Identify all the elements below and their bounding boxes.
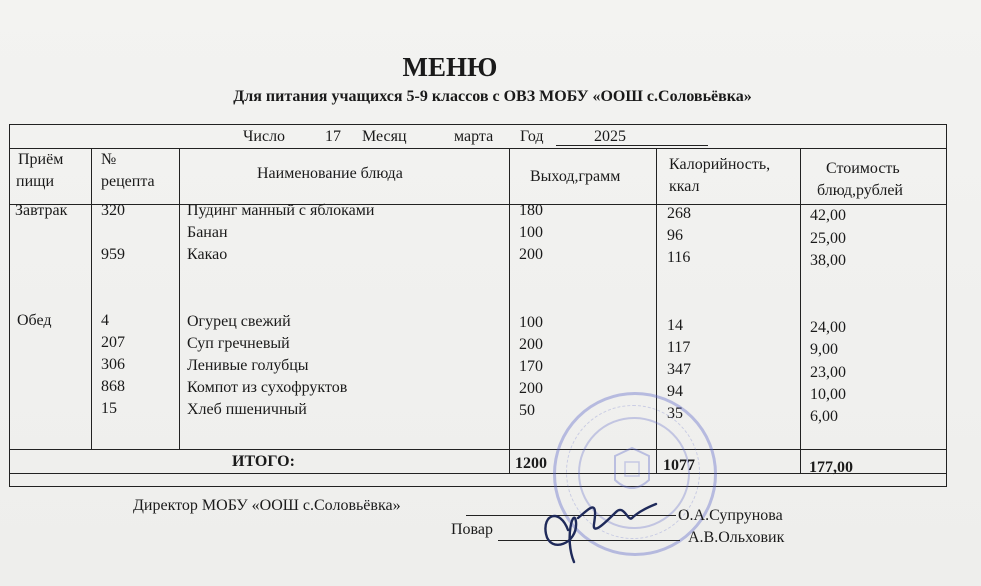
cook-name: А.В.Ольховик	[688, 529, 785, 546]
calories-cell: 268	[667, 205, 691, 222]
weight-cell: 100	[519, 224, 543, 241]
date-month-label: Месяц	[362, 128, 407, 145]
header-cal-1: Калорийность,	[669, 156, 771, 173]
header-cost-2: блюд,рублей	[817, 182, 903, 199]
date-day: 17	[325, 128, 341, 145]
date-row-divider	[9, 148, 946, 149]
header-recipe-1: №	[101, 151, 117, 168]
col-divider-cal	[800, 148, 801, 474]
cost-cell: 10,00	[810, 386, 846, 403]
date-year-label: Год	[520, 128, 544, 145]
page-title: МЕНЮ	[402, 52, 498, 82]
dish-cell: Хлеб пшеничный	[187, 401, 307, 418]
recipe-cell: 306	[101, 356, 125, 373]
calories-cell: 94	[667, 383, 683, 400]
col-divider-meal	[91, 148, 92, 449]
calories-cell: 14	[667, 317, 683, 334]
calories-cell: 96	[667, 227, 683, 244]
director-label: Директор МОБУ «ООШ с.Соловьёвка»	[133, 497, 401, 514]
cost-cell: 25,00	[810, 230, 846, 247]
dish-cell: Банан	[187, 224, 228, 241]
header-divider	[9, 204, 946, 205]
header-cost-1: Стоимость	[826, 160, 900, 177]
cost-cell: 9,00	[810, 341, 838, 358]
director-name: О.А.Супрунова	[678, 507, 783, 524]
header-dish: Наименование блюда	[257, 165, 403, 182]
cost-cell: 38,00	[810, 252, 846, 269]
date-year-underline	[556, 145, 708, 146]
cost-cell: 6,00	[810, 408, 838, 425]
calories-cell: 116	[667, 249, 691, 266]
cook-label: Повар	[451, 521, 493, 538]
header-weight: Выход,грамм	[530, 168, 621, 185]
cost-cell: 23,00	[810, 364, 846, 381]
cost-cell: 42,00	[810, 207, 846, 224]
meal-label-lunch: Обед	[17, 312, 52, 329]
recipe-cell: 320	[101, 202, 125, 219]
col-divider-dish	[509, 148, 510, 474]
dish-cell: Огурец свежий	[187, 313, 291, 330]
weight-cell: 50	[519, 402, 535, 419]
recipe-cell: 868	[101, 378, 125, 395]
dish-cell: Ленивые голубцы	[187, 357, 309, 374]
cost-cell: 24,00	[810, 319, 846, 336]
header-meal-2: пищи	[16, 173, 55, 190]
date-year: 2025	[594, 128, 626, 145]
recipe-cell: 959	[101, 246, 125, 263]
weight-cell: 200	[519, 380, 543, 397]
dish-cell: Пудинг манный с яблоками	[187, 202, 375, 219]
handwritten-signature	[520, 478, 660, 568]
total-bottom-divider	[9, 473, 946, 474]
weight-cell: 200	[519, 336, 543, 353]
total-label: ИТОГО:	[232, 453, 295, 470]
meal-label-breakfast: Завтрак	[15, 202, 68, 219]
recipe-cell: 207	[101, 334, 125, 351]
calories-cell: 117	[667, 339, 691, 356]
weight-cell: 180	[519, 202, 543, 219]
dish-cell: Компот из сухофруктов	[187, 379, 348, 396]
dish-cell: Какао	[187, 246, 228, 263]
calories-cell: 347	[667, 361, 691, 378]
header-meal-1: Приём	[18, 151, 64, 168]
header-cal-2: ккал	[669, 178, 700, 195]
date-month: марта	[454, 128, 494, 145]
weight-cell: 100	[519, 314, 543, 331]
page-subtitle: Для питания учащихся 5-9 классов с ОВЗ МОБУ «ООШ с.Соловьёвка»	[233, 88, 752, 105]
recipe-cell: 15	[101, 400, 117, 417]
weight-cell: 170	[519, 358, 543, 375]
total-cost: 177,00	[809, 459, 853, 476]
weight-cell: 200	[519, 246, 543, 263]
date-day-label: Число	[243, 128, 286, 145]
total-calories: 1077	[663, 457, 695, 474]
total-top-divider	[9, 449, 946, 450]
recipe-cell: 4	[101, 312, 109, 329]
header-recipe-2: рецепта	[101, 173, 155, 190]
calories-cell: 35	[667, 405, 683, 422]
total-weight: 1200	[515, 455, 547, 472]
dish-cell: Суп гречневый	[187, 335, 290, 352]
col-divider-recipe	[179, 148, 180, 449]
